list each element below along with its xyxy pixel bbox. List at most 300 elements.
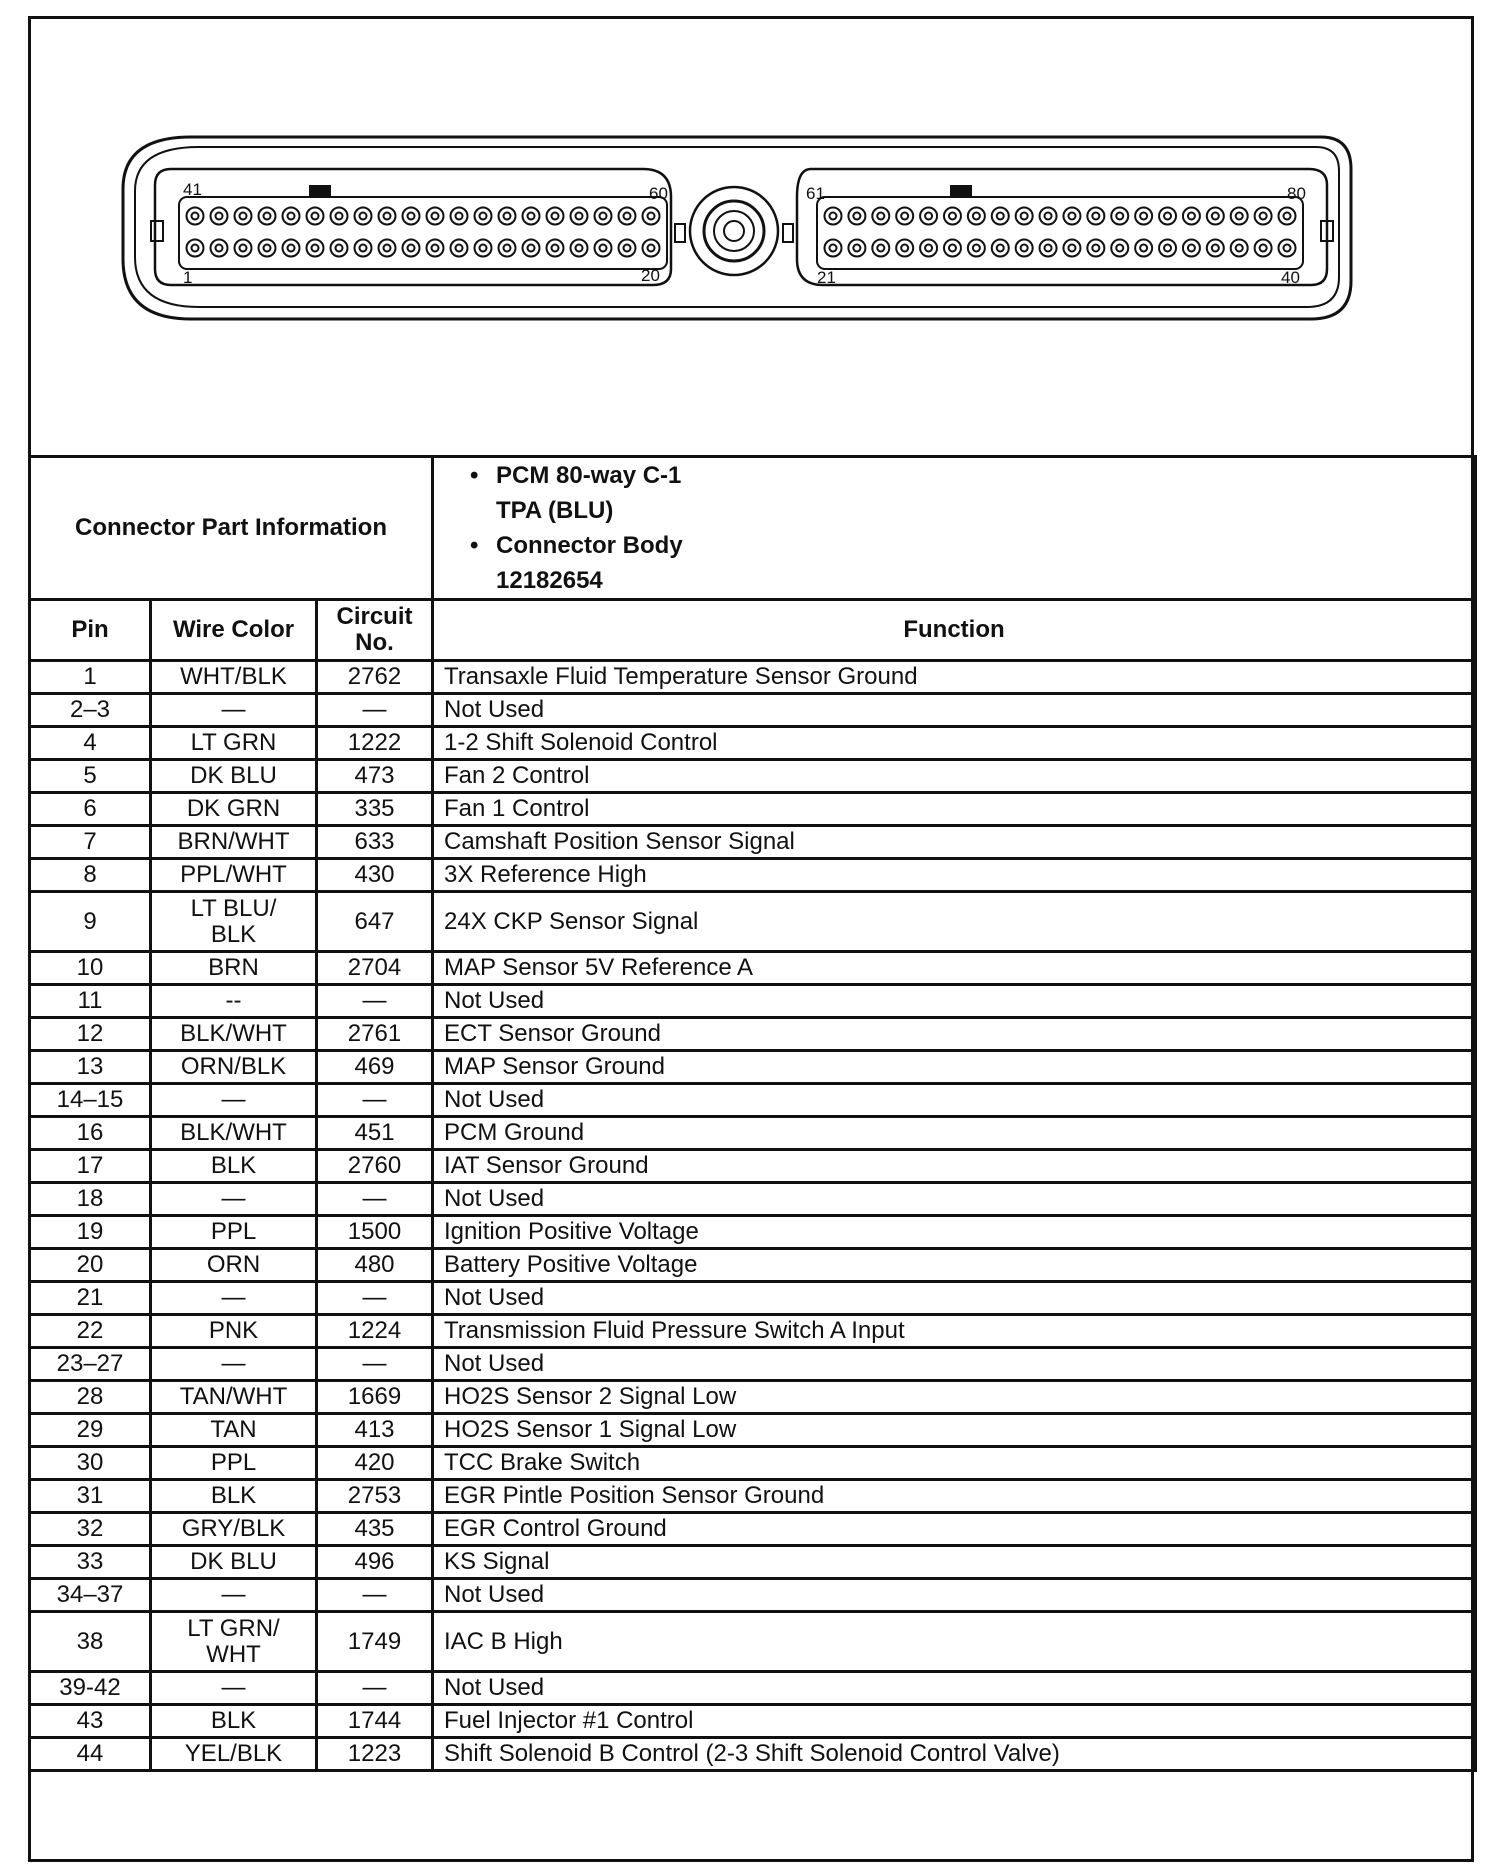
pin-hole-row-61-80 [920,208,937,225]
pin-hole-row-61-80-center [1045,213,1052,220]
wire-color-line1: — [221,1581,246,1608]
pin-hole-row-21-40 [1255,240,1272,257]
pin-hole-row-61-80-center [1068,213,1075,220]
pin-hole-row-41-60-center [576,213,583,220]
pin-hole-row-61-80 [825,208,842,225]
pin-hole-row-41-60-center [408,213,415,220]
pin-hole-row-1-20-center [192,245,199,252]
circuit-cell: 633 [317,826,433,859]
pin-hole-row-41-60 [547,208,564,225]
pin-hole-row-61-80 [848,208,865,225]
pin-hole-row-61-80-center [830,213,837,220]
circuit-cell: 335 [317,793,433,826]
wire-color-line1: YEL/BLK [184,1740,283,1767]
wire-color-cell [151,1282,317,1315]
pin-cell: 1 [30,661,151,694]
pin-hole-row-61-80-center [949,213,956,220]
circuit-cell: — [317,1672,433,1705]
wire-color-line1: BLK/WHT [180,1020,287,1047]
pin-hole-row-61-80-center [877,213,884,220]
pin-hole-row-21-40 [968,240,985,257]
pin-hole-row-41-60-center [312,213,319,220]
pin-hole-row-41-60 [523,208,540,225]
pin-hole-row-21-40-center [1284,245,1291,252]
wire-color-header: Wire Color [151,600,317,661]
pin-hole-row-61-80-center [1021,213,1028,220]
pin-hole-row-21-40-center [973,245,980,252]
pin-cell: 23–27 [30,1348,151,1381]
pin-hole-row-1-20-center [504,245,511,252]
table-row [30,1051,1476,1084]
pin-cell: 43 [30,1705,151,1738]
part-info-item-2-line1: Connector Body [496,532,683,559]
function-header: Function [433,600,1476,661]
pin-hole-row-21-40-center [949,245,956,252]
function-cell: Shift Solenoid B Control (2-3 Shift Solenoid Control Valve) [433,1738,1476,1771]
wire-color-line1: BRN/WHT [177,828,290,855]
function-cell: MAP Sensor Ground [433,1051,1476,1084]
pin-cell: 19 [30,1216,151,1249]
pin-hole-row-21-40 [1087,240,1104,257]
pin-cell: 39-42 [30,1672,151,1705]
wire-color-line1: — [221,1674,246,1701]
function-cell: HO2S Sensor 2 Signal Low [433,1381,1476,1414]
pin-hole-row-21-40-center [853,245,860,252]
function-cell: IAT Sensor Ground [433,1150,1476,1183]
table-row [30,1546,1476,1579]
wire-color-line1: BLK [210,1152,257,1179]
pin-hole-row-41-60 [283,208,300,225]
pin-hole-row-1-20 [283,240,300,257]
function-cell: TCC Brake Switch [433,1447,1476,1480]
pin-cell: 10 [30,952,151,985]
function-cell: IAC B High [433,1612,1476,1672]
pin-hole-row-41-60-center [240,213,247,220]
function-cell: Not Used [433,1282,1476,1315]
table-row [30,1612,1476,1672]
circuit-cell: — [317,1579,433,1612]
pin-hole-row-41-60 [427,208,444,225]
pin-hole-row-1-20-center [456,245,463,252]
wire-color-line2: WHT [206,1640,261,1668]
wire-color-line1: — [221,1086,246,1113]
pin-hole-row-61-80 [944,208,961,225]
pin-hole-row-61-80 [1279,208,1296,225]
wire-color-cell [151,1480,317,1513]
pin-hole-row-61-80 [968,208,985,225]
circuit-cell: — [317,1282,433,1315]
pin-cell: 38 [30,1612,151,1672]
pin-hole-row-41-60 [235,208,252,225]
function-cell: Ignition Positive Voltage [433,1216,1476,1249]
pin-hole-row-61-80 [1111,208,1128,225]
wire-color-line1: WHT/BLK [180,663,287,690]
table-row [30,1084,1476,1117]
function-cell: Fan 2 Control [433,760,1476,793]
pin-hole-row-61-80-center [901,213,908,220]
pin-hole-row-21-40 [1207,240,1224,257]
wire-color-cell [151,1348,317,1381]
pin-hole-row-41-60-center [288,213,295,220]
pin-hole-row-1-20-center [648,245,655,252]
wire-color-line1: ORN [206,1251,261,1278]
pin-hole-row-41-60-center [192,213,199,220]
pin-cell: 16 [30,1117,151,1150]
pin-hole-row-21-40 [920,240,937,257]
pin-hole-row-1-20 [643,240,660,257]
pin-hole-row-21-40 [1111,240,1128,257]
pin-hole-row-21-40-center [1068,245,1075,252]
table-row [30,826,1476,859]
connector-part-info-label: Connector Part Information [30,457,433,600]
pin-hole-row-21-40-center [1021,245,1028,252]
function-cell: Fuel Injector #1 Control [433,1705,1476,1738]
wire-color-cell [151,1414,317,1447]
pin-hole-row-1-20-center [384,245,391,252]
table-row [30,1282,1476,1315]
pin-hole-row-61-80-center [997,213,1004,220]
left-key-mark [309,185,331,197]
table-row [30,661,1476,694]
pin-hole-row-61-80-center [1092,213,1099,220]
table-row [30,1315,1476,1348]
table-row [30,859,1476,892]
pin-hole-row-1-20-center [240,245,247,252]
circuit-cell: 1223 [317,1738,433,1771]
wire-color-line1: — [221,1350,246,1377]
pin-hole-row-41-60-center [648,213,655,220]
pin-hole-row-61-80-center [1260,213,1267,220]
wire-color-line1: PPL/WHT [180,861,287,888]
pin-hole-row-61-80-center [973,213,980,220]
pin-hole-row-61-80 [1040,208,1057,225]
wire-color-line1: -- [225,987,242,1014]
pin-label-21: 21 [817,268,836,287]
pin-label-61: 61 [806,184,825,203]
wire-color-cell [151,952,317,985]
part-info-item-1-line2: TPA (BLU) [496,497,614,524]
function-cell: Camshaft Position Sensor Signal [433,826,1476,859]
pin-hole-row-61-80-center [1212,213,1219,220]
wire-color-cell [151,727,317,760]
table-row [30,694,1476,727]
pin-hole-row-41-60-center [504,213,511,220]
table-row [30,892,1476,952]
wire-color-line1: TAN [210,1416,257,1443]
pin-hole-row-1-20-center [216,245,223,252]
pin-hole-row-41-60 [211,208,228,225]
table-row [30,1447,1476,1480]
circuit-cell: 480 [317,1249,433,1282]
table-row [30,1348,1476,1381]
pin-hole-row-21-40-center [1164,245,1171,252]
part-info-item-2-line2: 12182654 [496,567,603,594]
pin-hole-row-1-20 [235,240,252,257]
wire-color-line1: — [221,696,246,723]
pin-hole-row-21-40-center [1116,245,1123,252]
connector-part-info-row [30,457,1476,600]
pin-label-60: 60 [649,184,668,203]
circuit-cell: 496 [317,1546,433,1579]
pin-hole-row-21-40-center [1140,245,1147,252]
pin-hole-row-1-20-center [528,245,535,252]
pin-hole-row-1-20 [451,240,468,257]
pin-hole-row-1-20 [595,240,612,257]
circuit-cell: 2704 [317,952,433,985]
circuit-cell: 413 [317,1414,433,1447]
wire-color-cell [151,1381,317,1414]
table-row [30,1513,1476,1546]
function-cell: 1-2 Shift Solenoid Control [433,727,1476,760]
circuit-header-line2: No. [355,629,394,656]
pin-cell: 2–3 [30,694,151,727]
function-cell: Not Used [433,1183,1476,1216]
function-cell: ECT Sensor Ground [433,1018,1476,1051]
pin-hole-row-41-60 [619,208,636,225]
pin-hole-row-1-20 [619,240,636,257]
pin-hole-row-21-40 [1183,240,1200,257]
table-row [30,1414,1476,1447]
pinout-table [28,455,1477,1772]
circuit-cell: 2760 [317,1150,433,1183]
pin-hole-row-61-80-center [1140,213,1147,220]
wire-color-line1: BRN [208,954,259,981]
circuit-cell: 451 [317,1117,433,1150]
pin-hole-row-21-40 [1231,240,1248,257]
pin-hole-row-61-80-center [925,213,932,220]
table-row [30,1579,1476,1612]
pin-hole-row-41-60-center [528,213,535,220]
pin-hole-row-61-80 [872,208,889,225]
wire-color-cell [151,1117,317,1150]
pin-hole-row-61-80 [1063,208,1080,225]
pin-hole-row-1-20-center [360,245,367,252]
pin-hole-row-21-40-center [1092,245,1099,252]
table-row [30,1216,1476,1249]
pin-label-41: 41 [183,180,202,199]
pin-cell: 21 [30,1282,151,1315]
circuit-cell: 647 [317,892,433,952]
pin-hole-row-41-60 [379,208,396,225]
pin-hole-row-41-60-center [456,213,463,220]
pin-hole-row-21-40-center [1188,245,1195,252]
wire-color-line1: DK BLU [190,1548,277,1575]
pin-hole-row-1-20-center [312,245,319,252]
pin-cell: 34–37 [30,1579,151,1612]
connector-end-view-sheet [28,16,1474,1862]
pin-hole-row-1-20-center [624,245,631,252]
pin-hole-row-1-20-center [552,245,559,252]
function-cell: Not Used [433,985,1476,1018]
function-cell: Battery Positive Voltage [433,1249,1476,1282]
pin-hole-row-41-60-center [264,213,271,220]
function-cell: Not Used [433,1672,1476,1705]
pin-cell: 20 [30,1249,151,1282]
wire-color-cell [151,661,317,694]
pin-hole-row-21-40 [944,240,961,257]
pin-hole-row-61-80-center [1188,213,1195,220]
wire-color-cell [151,760,317,793]
pin-cell: 4 [30,727,151,760]
wire-color-cell [151,892,317,952]
wire-color-line2: BLK [210,920,257,948]
pin-hole-row-21-40-center [925,245,932,252]
pin-hole-row-41-60-center [336,213,343,220]
circuit-header-line1: Circuit [336,603,413,630]
wire-color-cell [151,1579,317,1612]
wire-color-cell [151,1705,317,1738]
function-cell: 3X Reference High [433,859,1476,892]
table-row [30,952,1476,985]
circuit-cell: — [317,1084,433,1117]
circuit-cell: — [317,1183,433,1216]
pin-hole-row-1-20 [259,240,276,257]
circuit-cell: 1222 [317,727,433,760]
pin-hole-row-61-80 [896,208,913,225]
wire-color-line1: TAN/WHT [179,1383,288,1410]
pin-hole-row-1-20 [547,240,564,257]
pin-cell: 28 [30,1381,151,1414]
pin-cell: 32 [30,1513,151,1546]
pin-hole-row-21-40 [896,240,913,257]
wire-color-cell [151,1249,317,1282]
wire-color-cell [151,1612,317,1672]
pin-hole-row-41-60 [307,208,324,225]
pin-hole-row-21-40-center [877,245,884,252]
wire-color-line1: PPL [210,1218,257,1245]
pin-hole-row-41-60-center [432,213,439,220]
wire-color-line1: DK BLU [190,762,277,789]
pin-hole-row-41-60-center [600,213,607,220]
wire-color-cell [151,826,317,859]
function-cell: EGR Control Ground [433,1513,1476,1546]
wire-color-cell [151,1546,317,1579]
wire-color-line1: LT GRN/ [187,1614,280,1642]
circuit-cell: 2762 [317,661,433,694]
table-row [30,727,1476,760]
pin-hole-row-21-40 [1016,240,1033,257]
pin-rows [30,661,1476,1771]
pin-hole-row-61-80-center [1164,213,1171,220]
wire-color-cell [151,1051,317,1084]
wire-color-line1: BLK [210,1707,257,1734]
wire-color-line1: DK GRN [186,795,281,822]
pin-cell: 30 [30,1447,151,1480]
pin-hole-row-21-40 [848,240,865,257]
pin-hole-row-1-20-center [264,245,271,252]
function-cell: MAP Sensor 5V Reference A [433,952,1476,985]
circuit-cell: 430 [317,859,433,892]
pin-hole-row-61-80 [1231,208,1248,225]
pin-hole-row-1-20-center [288,245,295,252]
pin-hole-row-21-40 [1135,240,1152,257]
pin-hole-row-61-80 [1016,208,1033,225]
pin-header: Pin [30,600,151,661]
function-cell: Not Used [433,1348,1476,1381]
circuit-cell: 420 [317,1447,433,1480]
pin-hole-row-41-60 [403,208,420,225]
pin-hole-row-41-60 [355,208,372,225]
pin-cell: 9 [30,892,151,952]
circuit-cell: 1669 [317,1381,433,1414]
pin-hole-row-21-40 [992,240,1009,257]
pin-hole-row-21-40-center [1212,245,1219,252]
pin-hole-row-41-60 [475,208,492,225]
circuit-cell: 1749 [317,1612,433,1672]
pin-hole-row-1-20-center [480,245,487,252]
pin-hole-row-41-60 [571,208,588,225]
wire-color-cell [151,1183,317,1216]
pin-cell: 6 [30,793,151,826]
pin-hole-row-1-20 [499,240,516,257]
table-row [30,1381,1476,1414]
table-row [30,1672,1476,1705]
circuit-cell: — [317,1348,433,1381]
pin-hole-row-21-40-center [1236,245,1243,252]
pin-hole-row-41-60 [451,208,468,225]
pin-hole-row-1-20 [427,240,444,257]
wire-color-line1: — [221,1185,246,1212]
table-row [30,1183,1476,1216]
pin-hole-row-21-40-center [1045,245,1052,252]
function-cell: Fan 1 Control [433,793,1476,826]
pin-hole-row-1-20 [379,240,396,257]
pin-hole-row-1-20 [331,240,348,257]
pin-hole-row-41-60 [187,208,204,225]
wire-color-cell [151,1447,317,1480]
pin-cell: 22 [30,1315,151,1348]
pin-cell: 17 [30,1150,151,1183]
pin-cell: 7 [30,826,151,859]
bullet: • [470,532,479,559]
pin-label-40: 40 [1281,268,1300,287]
pin-hole-row-41-60-center [552,213,559,220]
pin-hole-row-21-40 [1279,240,1296,257]
pin-hole-row-1-20 [475,240,492,257]
wire-color-line1: ORN/BLK [180,1053,287,1080]
pin-hole-row-41-60-center [384,213,391,220]
bullet: • [470,462,479,489]
function-cell: 24X CKP Sensor Signal [433,892,1476,952]
wire-color-cell [151,1315,317,1348]
pin-hole-row-61-80 [1183,208,1200,225]
wire-color-cell [151,1018,317,1051]
wire-color-cell [151,1738,317,1771]
pin-hole-row-1-20-center [576,245,583,252]
wire-color-line1: BLK/WHT [180,1119,287,1146]
pin-cell: 33 [30,1546,151,1579]
pin-hole-row-61-80-center [1236,213,1243,220]
pin-hole-row-41-60 [331,208,348,225]
table-row [30,760,1476,793]
pin-cell: 44 [30,1738,151,1771]
connector-part-info-list [433,457,1476,600]
pin-cell: 18 [30,1183,151,1216]
pin-hole-row-1-20 [403,240,420,257]
pin-cell: 11 [30,985,151,1018]
table-row [30,1018,1476,1051]
function-cell: PCM Ground [433,1117,1476,1150]
pin-hole-row-41-60 [259,208,276,225]
circuit-cell: 1500 [317,1216,433,1249]
function-cell: Not Used [433,694,1476,727]
pin-hole-row-1-20 [355,240,372,257]
pin-hole-row-61-80 [1255,208,1272,225]
right-key-mark [950,185,972,197]
pin-cell: 29 [30,1414,151,1447]
circuit-header [317,600,433,661]
function-cell: EGR Pintle Position Sensor Ground [433,1480,1476,1513]
